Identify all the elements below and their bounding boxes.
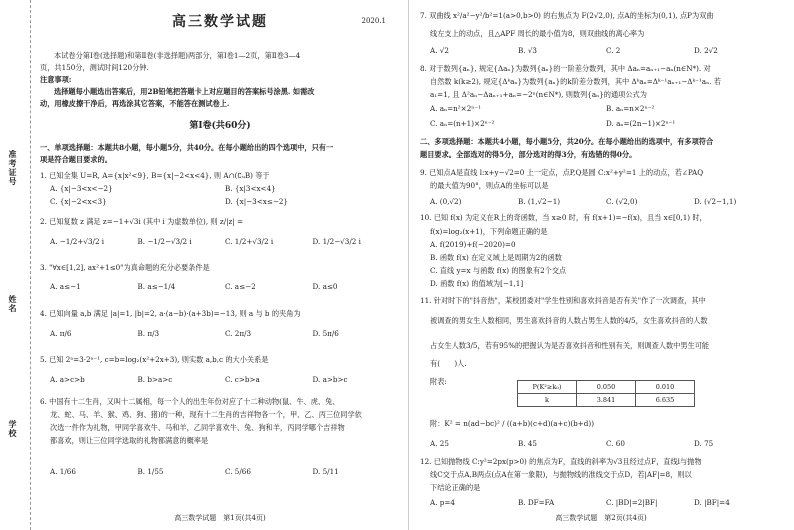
table-cell: 0.010 [636, 381, 695, 394]
option-a: A. a>c>b [50, 375, 85, 384]
question-11-options [420, 438, 782, 449]
option-c: C. |BD|=2|BF| [606, 498, 658, 507]
table-cell: 6.635 [636, 394, 695, 407]
part-heading: 一、单项选择题：本题共8小题，每小题5分，共40分。在每小题给出的四个选项中，只有一 [40, 143, 334, 152]
instruction-line: 页，共150分，测试时间120分钟. [40, 63, 149, 72]
part-heading: 项是符合题目要求的。 [40, 155, 112, 164]
exam-title: 高三数学试题 [172, 14, 268, 30]
notice-line: 选择题每小题选出答案后，用2B铅笔把答题卡上对应题目的答案标号涂黑. 如需改 [54, 87, 315, 96]
option-a: A. √2 [430, 46, 449, 55]
question-4: 4. 已知向量 a,b 满足 |a|=1, |b|=2, a·(a−b)·(a+3b)=−13, 则 a 与 b 的夹角为 [40, 309, 301, 318]
question-1: 1. 已知全集 U=R, A={x|x²<9}, B={x|−2<x<4}, 则 A∩(∁ᵤB) 等于 [40, 171, 270, 180]
table-cell: 0.050 [577, 381, 636, 394]
page-footer: 高三数学试题 第1页(共4页) [174, 514, 266, 523]
question-11-line: 被调查的男女生人数相同，男生喜欢抖音的人数占男生人数的4/5，女生喜欢抖音的人数 [430, 316, 708, 325]
option-a: A. aₙ=n²×2ⁿ⁻¹ [430, 104, 482, 113]
option-d: D. (√2−1,1) [694, 197, 737, 206]
question-5: 5. 已知 2ᵃ=3·2ᵃ⁻¹, c=b=log₂(x²+2x+3), 则实数 a,b,c 的大小关系是 [40, 355, 269, 364]
table-cell: P(K²≥k₀) [518, 381, 577, 394]
option-d: D. aₙ=(2n−1)×2ⁿ⁻¹ [606, 119, 676, 128]
option-c: C. a≤−2 [225, 282, 256, 291]
table-row [518, 381, 695, 394]
option-d: D. 75 [694, 439, 714, 448]
question-5-options [40, 374, 400, 385]
right-page [420, 0, 782, 530]
notice-heading: 注意事项: [40, 75, 72, 84]
page-footer: 高三数学试题 第2页(共4页) [555, 514, 647, 523]
question-6-line: 次选一件作为礼物，甲同学喜欢牛、马和羊，乙同学喜欢牛、兔、狗和羊，丙同学哪个吉祥物 [50, 423, 345, 432]
option-b: B. 1/55 [137, 467, 164, 476]
option-b: B. √3 [518, 46, 538, 55]
question-1-options [40, 196, 400, 207]
binding-margin [0, 0, 31, 530]
notice-line: 动，用橡皮擦干净后，再选涂其它答案，不能答在测试卷上. [40, 99, 230, 108]
option-c: C. 1/2+√3/2 i [225, 237, 274, 246]
question-9-line: 9. 已知点A是直线 l:x+y−√2=0 上一定点，点P,Q是圆 C:x²+y²=1 上的动点，若∠PAQ [420, 168, 704, 177]
option-d: D. a≤0 [312, 282, 338, 291]
option-a: A. {x|−3<x<−2} [50, 184, 113, 193]
name-label: 姓名 [8, 295, 17, 313]
question-4-options [40, 328, 400, 339]
chi-square-formula: 附：K² = n(ad−bc)² / ((a+b)(c+d)(a+c)(b+d)) [430, 419, 595, 428]
option-b: B. 函数 f(x) 在定义域上是周期为2的函数 [430, 253, 562, 262]
question-6-line: 都喜欢，则让三位同学选取的礼物都满意的概率是 [50, 436, 209, 445]
option-a: A. π/6 [50, 329, 72, 338]
option-b: B. DF=FA [518, 498, 555, 507]
option-a: A. −1/2+√3/2 i [50, 237, 105, 246]
table-row [518, 394, 695, 407]
option-b: B. −1/2−√3/2 i [137, 237, 192, 246]
option-c: C. 2 [606, 46, 621, 55]
question-11-line: 占女生人数3/5，若有95%的把握认为是否喜欢抖音和性别有关，则调查人数中男生可能 [430, 341, 710, 350]
option-d: D. |BF|=4 [694, 498, 730, 507]
exam-date: 2020.1 [361, 17, 386, 25]
option-b: B. {x|3<x<4} [225, 184, 276, 193]
question-2: 2. 已知复数 z 满足 z=−1+√3i (其中 i 为虚数单位), 则 z/|z| = [40, 217, 244, 226]
question-8-line: a₁=1, 且 Δ²aₙ−Δaₙ₊₁+aₙ=−2ⁿ(n∈N*), 则数列{aₙ}的通项公式为 [430, 90, 647, 99]
option-a: A. 25 [430, 439, 449, 448]
question-8-options [420, 103, 782, 114]
question-7-line: 7. 双曲线 x²/a²−y²/b²=1(a>0,b>0) 的右焦点为 F(2√2,0), 点A的坐标为(0,1), 点P为双曲 [420, 11, 714, 20]
option-b: B. 45 [518, 439, 537, 448]
option-a: A. 1/66 [50, 467, 76, 476]
option-a: A. (0,√2) [430, 197, 462, 206]
option-a: A. p=4 [430, 498, 455, 507]
question-7-options [420, 45, 782, 56]
option-b: B. a≤−1/4 [137, 282, 176, 291]
table-cell: 3.841 [577, 394, 636, 407]
question-10-line: f(x)=log₂(x+1)，下列命题正确的是 [430, 227, 548, 236]
critical-value-table [517, 380, 695, 407]
option-d: D. 5π/6 [312, 329, 339, 338]
option-c: C. 直线 y=x 与函数 f(x) 的图象有2个交点 [430, 266, 567, 275]
option-d: D. 函数 f(x) 的值域为[−1,1] [430, 279, 524, 288]
option-a: A. f(2019)+f(−2020)=0 [430, 240, 516, 249]
table-cell: k [518, 394, 577, 407]
page-divider [408, 0, 409, 530]
question-6-line: 龙、蛇、马、羊、猴、鸡、狗、猪)的一种，现有十二生肖的吉祥物各一个，甲、乙、丙三位同学依 [50, 410, 362, 419]
option-b: B. aₙ=n×2ⁿ⁻² [606, 104, 655, 113]
question-3-options [40, 281, 400, 292]
exam-number-label: 准考证号 [8, 150, 17, 186]
question-6-options [40, 466, 400, 477]
attachment-label: 附表: [430, 377, 447, 386]
question-10-line: 10. 已知 f(x) 为定义在R上的奇函数，当 x≥0 时，有 f(x+1)=−f(x)，且当 x∈[0,1) 时， [420, 213, 707, 222]
question-7-line: 线左支上的动点，且△APF 周长的最小值为8，则双曲线的离心率为 [430, 29, 645, 38]
section-heading: 第Ⅰ卷(共60分) [189, 121, 251, 131]
option-b: B. b>a>c [137, 375, 173, 384]
option-b: B. (1,√2−1) [518, 197, 561, 206]
option-c: C. 60 [606, 439, 625, 448]
question-6-line: 6. 中国有十二生肖，又叫十二属相，每一个人的出生年份对应了十二种动物(鼠、牛、虎、兔、 [40, 397, 340, 406]
question-8-line: 8. 对于数列{aₙ}, 规定{Δaₙ}为数列{aₙ}的一阶差分数列，其中 Δaₙ=aₙ₊₁−aₙ(n∈N*). 对 [420, 64, 711, 73]
question-12-options [420, 497, 782, 508]
part-heading: 二、多项选择题：本题共4小题，每小题5分，共20分。在每小题给出的选项中，有多项符合 [420, 137, 714, 146]
question-8-line: 自然数 k(k≥2), 规定{Δᵏaₙ}为数列{aₙ}的k阶差分数列，其中 Δᵏaₙ=Δᵏ⁻¹aₙ₊₁−Δᵏ⁻¹aₙ. 若 [430, 77, 721, 86]
option-c: C. 5/66 [225, 467, 251, 476]
question-12-line: 12. 已知抛物线 C:y²=2px(p>0) 的焦点为F，直线的斜率为√3且经过点F，直线l与抛物 [420, 457, 702, 466]
part-heading: 题目要求。全部选对的得5分，部分选对的得3分，有选错的得0分。 [420, 150, 637, 159]
option-d: D. a>b>c [312, 375, 348, 384]
question-8-options [420, 118, 782, 129]
instruction-line: 本试卷分第Ⅰ卷(选择题)和第Ⅱ卷(非选择题)两部分，第Ⅰ卷1—2页，第Ⅱ卷3—4 [54, 51, 301, 60]
question-12-line: 下结论正确的是 [430, 483, 481, 492]
question-12-line: 线C交于点A,B两点(点A在第一象限)，与抛物线的准线交于点D，若|AF|=8，则以 [430, 470, 692, 479]
question-1-options [40, 183, 400, 194]
option-b: B. π/3 [137, 329, 160, 338]
option-c: C. 2π/3 [225, 329, 252, 338]
question-9-options [420, 196, 782, 207]
school-label: 学校 [8, 420, 17, 438]
question-11-line: 有( )人. [430, 359, 467, 368]
option-d: D. 5/11 [312, 467, 339, 476]
question-9-line: 的最大值为90°，则点A的坐标可以是 [430, 181, 549, 190]
left-page [40, 0, 400, 530]
question-11-line: 11. 针对时下的"抖音热"，某校团委对"学生性别和喜欢抖音是否有关"作了一次调查，其中 [420, 296, 706, 305]
option-c: C. c>b>a [225, 375, 260, 384]
option-c: C. {x|−2<x<3} [50, 197, 107, 206]
option-c: C. (√2,0) [606, 197, 638, 206]
question-3: 3. "∀x∈[1,2], ax²+1≤0"为真命题的充分必要条件是 [40, 263, 210, 272]
option-d: D. 2√2 [694, 46, 718, 55]
option-a: A. a≤−1 [50, 282, 81, 291]
option-d: D. {x|−3<x≤−2} [225, 197, 288, 206]
option-c: C. aₙ=(n+1)×2ⁿ⁻² [430, 119, 495, 128]
question-2-options [40, 236, 400, 247]
option-d: D. 1/2−√3/2 i [312, 237, 361, 246]
